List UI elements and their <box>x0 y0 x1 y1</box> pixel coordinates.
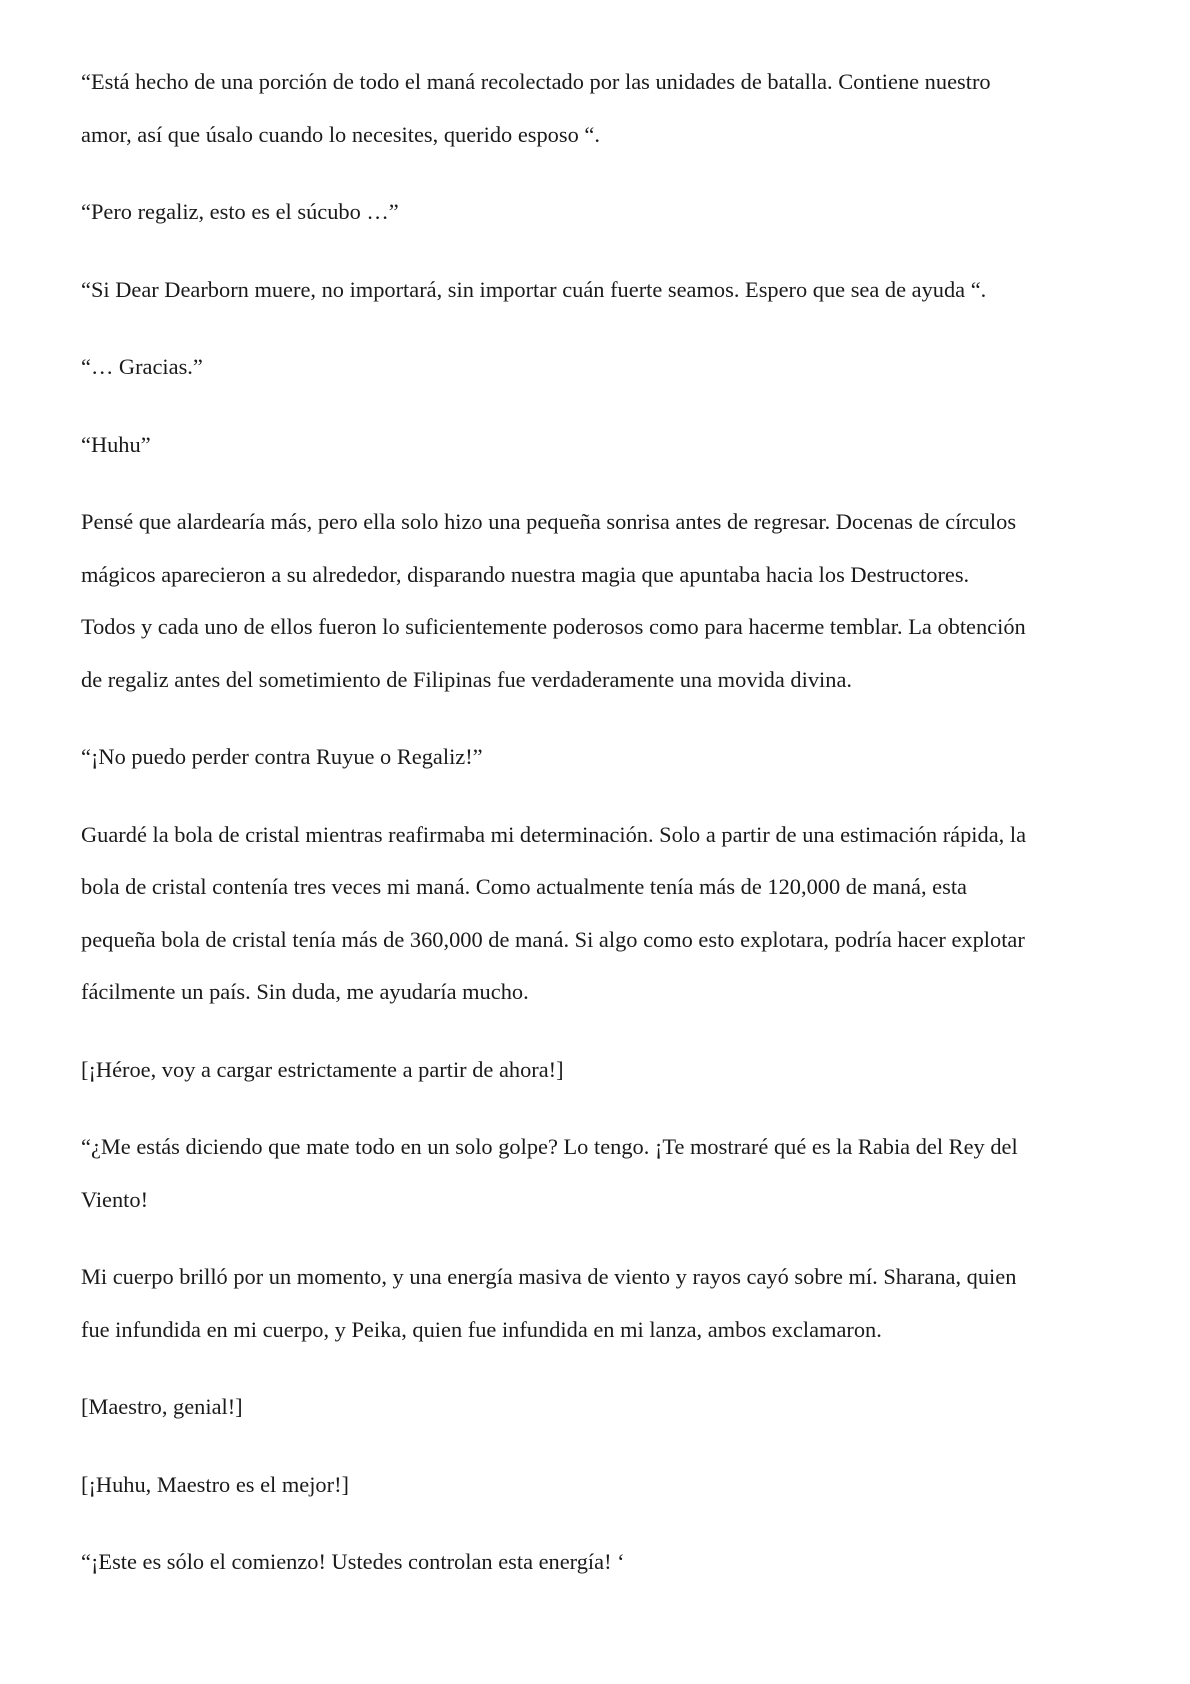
document-body <box>81 56 1116 1614</box>
paragraph-1 <box>81 56 1116 161</box>
text-line: “¡No puedo perder contra Ruyue o Regaliz!” <box>81 744 483 769</box>
paragraph-7 <box>81 731 1116 784</box>
text-line: [¡Héroe, voy a cargar estrictamente a partir de ahora!] <box>81 1056 564 1082</box>
text-line: pequeña bola de cristal tenía más de 360,000 de maná. Si algo como esto explotara, podría hacer explotar <box>81 926 1025 952</box>
text-line: Mi cuerpo brilló por un momento, y una energía masiva de viento y rayos cayó sobre mí. Sharana, quien <box>81 1264 1017 1289</box>
paragraph-14 <box>81 1536 1116 1589</box>
text-line: Guardé la bola de cristal mientras reafirmaba mi determinación. Solo a partir de una estimación rápida, la <box>81 821 1027 847</box>
text-line: amor, así que úsalo cuando lo necesites, querido esposo “. <box>81 121 600 147</box>
text-line: “¿Me estás diciendo que mate todo en un solo golpe? Lo tengo. ¡Te mostraré qué es la Rabia del Rey del <box>81 1134 1018 1159</box>
paragraph-2 <box>81 186 1116 239</box>
paragraph-12 <box>81 1381 1116 1434</box>
text-line: “Huhu” <box>81 431 151 457</box>
text-line: “Si Dear Dearborn muere, no importará, sin importar cuán fuerte seamos. Espero que sea de ayuda “. <box>81 276 987 302</box>
text-line: “Pero regaliz, esto es el súcubo …” <box>81 199 399 224</box>
text-line: fácilmente un país. Sin duda, me ayudaría mucho. <box>81 979 529 1004</box>
text-line: “¡Este es sólo el comienzo! Ustedes controlan esta energía! ‘ <box>81 1549 625 1574</box>
paragraph-10 <box>81 1121 1116 1226</box>
text-line: Viento! <box>81 1186 149 1212</box>
text-line: mágicos aparecieron a su alrededor, disparando nuestra magia que apuntaba hacia los Destructores. <box>81 561 970 587</box>
text-line: [¡Huhu, Maestro es el mejor!] <box>81 1471 349 1497</box>
text-line: [Maestro, genial!] <box>81 1394 243 1419</box>
paragraph-11 <box>81 1251 1116 1356</box>
text-line: de regaliz antes del sometimiento de Filipinas fue verdaderamente una movida divina. <box>81 666 852 692</box>
text-line: Todos y cada uno de ellos fueron lo suficientemente poderosos como para hacerme temblar. La obtención <box>81 614 1026 639</box>
text-line: bola de cristal contenía tres veces mi maná. Como actualmente tenía más de 120,000 de maná, esta <box>81 874 967 899</box>
paragraph-13 <box>81 1459 1116 1512</box>
text-line: “… Gracias.” <box>81 354 203 379</box>
paragraph-8 <box>81 809 1116 1019</box>
paragraph-5 <box>81 419 1116 472</box>
paragraph-3 <box>81 264 1116 317</box>
text-line: Pensé que alardearía más, pero ella solo hizo una pequeña sonrisa antes de regresar. Docenas de círculos <box>81 509 1017 534</box>
text-line: fue infundida en mi cuerpo, y Peika, quien fue infundida en mi lanza, ambos exclamaron. <box>81 1316 882 1342</box>
paragraph-4 <box>81 341 1116 394</box>
paragraph-6 <box>81 496 1116 706</box>
text-line: “Está hecho de una porción de todo el maná recolectado por las unidades de batalla. Contiene nuestro <box>81 69 991 94</box>
paragraph-9 <box>81 1044 1116 1097</box>
